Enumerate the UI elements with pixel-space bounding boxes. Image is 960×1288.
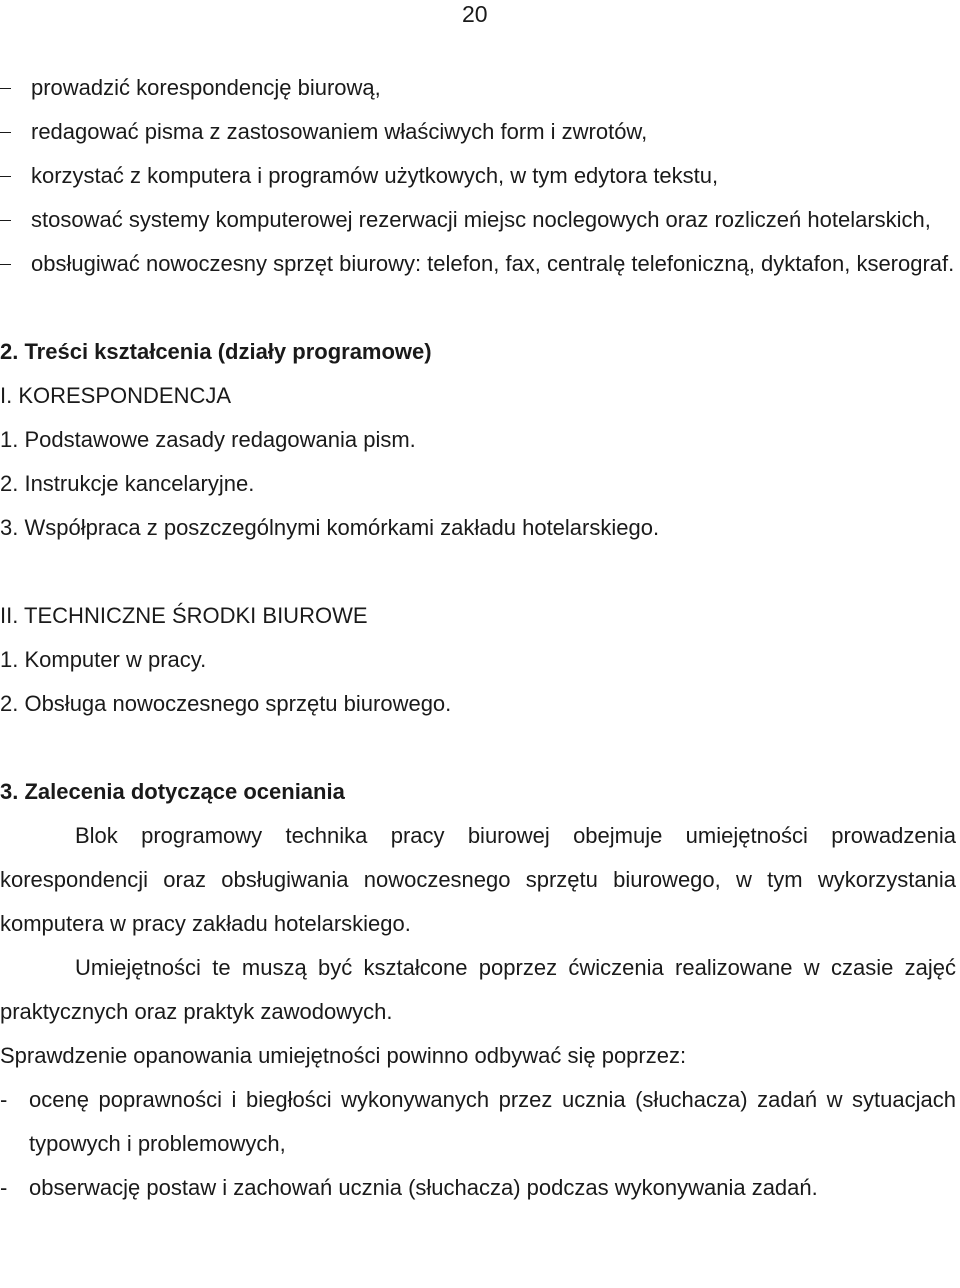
part-item: 2. Obsługa nowoczesnego sprzętu biurowego. xyxy=(0,691,452,716)
list-item xyxy=(0,1166,956,1210)
part-item: 1. Podstawowe zasady redagowania pism. xyxy=(0,427,416,452)
list-item: prowadzić korespondencję biurową, xyxy=(0,66,956,110)
list-item: obsługiwać nowoczesny sprzęt biurowy: telefon, fax, centralę telefoniczną, dyktafon, kserograf. xyxy=(0,242,956,286)
section-gap xyxy=(0,726,956,770)
list-item: stosować systemy komputerowej rezerwacji miejsc noclegowych oraz rozliczeń hotelarskich, xyxy=(0,198,956,242)
list-item xyxy=(0,1078,956,1166)
section-heading: 3. Zalecenia dotyczące oceniania xyxy=(0,779,345,804)
part-item: 3. Współpraca z poszczególnymi komórkami zakładu hotelarskiego. xyxy=(0,515,660,540)
list-item-text: ocenę poprawności i biegłości wykonywanych przez ucznia (słuchacza) zadań w sytuacjach typowych i problemowych, xyxy=(29,1087,956,1156)
list-item: redagować pisma z zastosowaniem właściwych form i zwrotów, xyxy=(0,110,956,154)
page-number: 20 xyxy=(462,1,488,27)
list-item: korzystać z komputera i programów użytkowych, w tym edytora tekstu, xyxy=(0,154,956,198)
assessment-intro: Sprawdzenie opanowania umiejętności powinno odbywać się poprzez: xyxy=(0,1043,687,1068)
assessment-list xyxy=(0,1078,956,1210)
section-gap xyxy=(0,550,956,594)
skills-list xyxy=(0,66,956,286)
list-marker: - xyxy=(0,1175,8,1200)
list-item-text: obserwację postaw i zachowań ucznia (słuchacza) podczas wykonywania zadań. xyxy=(29,1175,818,1200)
section-heading: 2. Treści kształcenia (działy programowe) xyxy=(0,339,432,364)
part-title: I. KORESPONDENCJA xyxy=(0,383,232,408)
page-content xyxy=(0,66,956,1210)
part-item: 1. Komputer w pracy. xyxy=(0,647,207,672)
paragraph: Blok programowy technika pracy biurowej obejmuje umiejętności prowadzenia korespondencji oraz obsługiwania nowoczesnego sprzętu biurowego, w tym wykorzystania komputera w pracy zakładu hotelarskiego. xyxy=(0,823,956,936)
part-item: 2. Instrukcje kancelaryjne. xyxy=(0,471,255,496)
section-gap xyxy=(0,286,956,330)
part-title: II. TECHNICZNE ŚRODKI BIUROWE xyxy=(0,603,368,628)
paragraph: Umiejętności te muszą być kształcone poprzez ćwiczenia realizowane w czasie zajęć praktycznych oraz praktyk zawodowych. xyxy=(0,955,956,1024)
list-marker: - xyxy=(0,1087,8,1112)
